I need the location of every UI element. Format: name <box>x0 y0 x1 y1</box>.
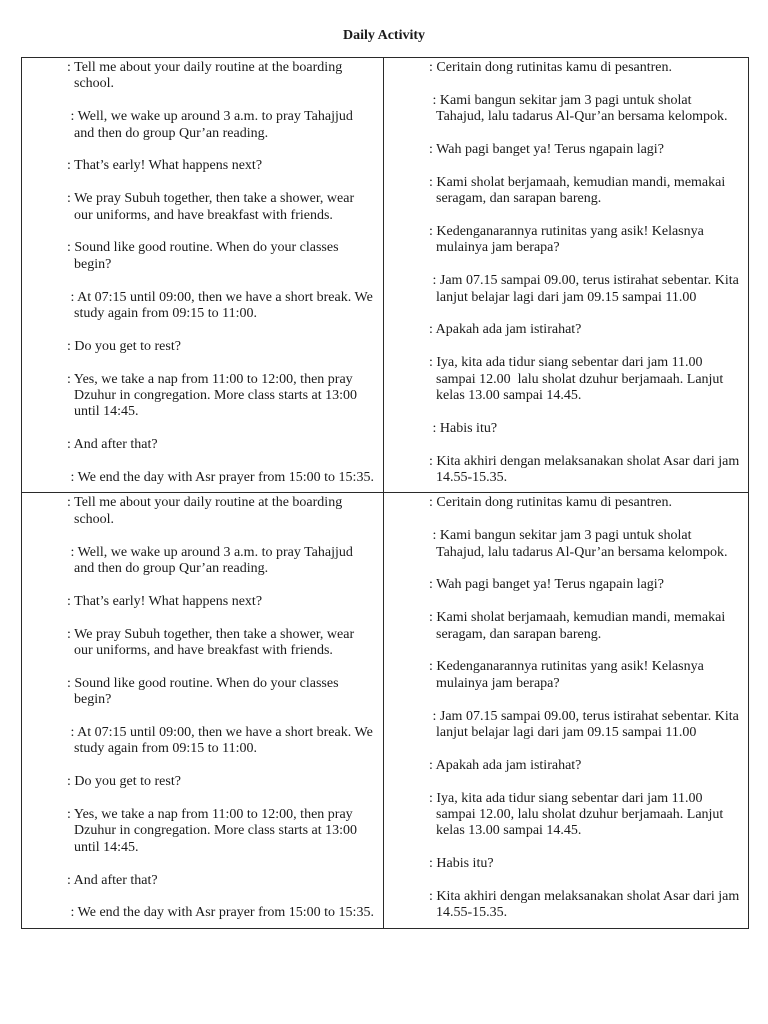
dialogue-line: : We pray Subuh together, then take a shower, wear our uniforms, and have breakfast with friends. <box>67 191 358 223</box>
dialogue-line: : Tell me about your daily routine at the boarding school. <box>67 60 346 92</box>
dialogue-line: : Wah pagi banget ya! Terus ngapain lagi? <box>429 577 664 593</box>
dialogue-line: : Kami sholat berjamaah, kemudian mandi, memakai seragam, dan sarapan bareng. <box>429 610 729 642</box>
dialogue-line: : Iya, kita ada tidur siang sebentar dari jam 11.00 sampai 12.00, lalu sholat dzuhur berjamaah. Lanjut kelas 13.00 sampai 14.45. <box>429 790 727 839</box>
dialogue-line: : Yes, we take a nap from 11:00 to 12:00, then pray Dzuhur in congregation. More class starts at 13:00 until 14:45. <box>67 371 361 420</box>
dialogue-line: : Jam 07.15 sampai 09.00, terus istirahat sebentar. Kita lanjut belajar lagi dari jam 09.15 sampai 11.00 <box>429 708 743 741</box>
dialogue-line: : Kita akhiri dengan melaksanakan sholat Asar dari jam 14.55-15.35. <box>429 889 743 921</box>
dialogue-line: : And after that? <box>67 872 158 888</box>
english-dialogue-cell <box>22 493 384 927</box>
dialogue-line: : Well, we wake up around 3 a.m. to pray Tahajjud and then do group Qur’an reading. <box>67 544 357 577</box>
dialogue-line: : We end the day with Asr prayer from 15:00 to 15:35. <box>67 905 374 921</box>
dialogue-line: : Apakah ada jam istirahat? <box>429 322 582 338</box>
dialogue-line: : Sound like good routine. When do your classes begin? <box>67 675 343 708</box>
dialogue-line: : Wah pagi banget ya! Terus ngapain lagi? <box>429 142 664 157</box>
dialogue-line: : Kami sholat berjamaah, kemudian mandi, memakai seragam, dan sarapan bareng. <box>429 174 729 207</box>
dialogue-line: : Sound like good routine. When do your classes begin? <box>67 240 343 272</box>
indonesian-dialogue-cell <box>384 493 748 927</box>
dialogue-line: : Iya, kita ada tidur siang sebentar dari jam 11.00 sampai 12.00 lalu sholat dzuhur berjamaah. Lanjut kelas 13.00 sampai 14.45. <box>429 355 727 404</box>
dialogue-line: : That’s early! What happens next? <box>67 158 263 174</box>
dialogue-line: : Kami bangun sekitar jam 3 pagi untuk sholat Tahajud, lalu tadarus Al-Qur’an bersama kelompok. <box>429 92 728 125</box>
indonesian-dialogue-cell <box>384 58 748 492</box>
table-row <box>22 492 748 927</box>
table-row <box>22 58 748 492</box>
dialogue-line: : We end the day with Asr prayer from 15:00 to 15:35. <box>67 470 374 486</box>
dialogue-line: : Kedenganarannya rutinitas yang asik! Kelasnya mulainya jam berapa? <box>429 659 708 691</box>
dialogue-line: : Habis itu? <box>429 856 494 872</box>
dialogue-line: : Yes, we take a nap from 11:00 to 12:00, then pray Dzuhur in congregation. More class starts at 13:00 until 14:45. <box>67 807 361 855</box>
dialogue-line: : Jam 07.15 sampai 09.00, terus istirahat sebentar. Kita lanjut belajar lagi dari jam 09.15 sampai 11.00 <box>429 273 743 305</box>
dialogue-line: : Apakah ada jam istirahat? <box>429 757 582 773</box>
dialogue-table <box>21 57 749 929</box>
dialogue-line: : At 07:15 until 09:00, then we have a short break. We study again from 09:15 to 11:00. <box>67 289 377 322</box>
english-dialogue-cell <box>22 58 384 492</box>
dialogue-line: : Ceritain dong rutinitas kamu di pesantren. <box>429 495 673 511</box>
dialogue-line: : Kami bangun sekitar jam 3 pagi untuk sholat Tahajud, lalu tadarus Al-Qur’an bersama kelompok. <box>429 528 728 560</box>
dialogue-line: : Do you get to rest? <box>67 338 181 354</box>
dialogue-line: : Habis itu? <box>429 420 498 436</box>
dialogue-line: : Tell me about your daily routine at the boarding school. <box>67 495 346 527</box>
dialogue-line: : And after that? <box>67 437 158 453</box>
dialogue-line: : Do you get to rest? <box>67 774 181 790</box>
dialogue-line: : We pray Subuh together, then take a shower, wear our uniforms, and have breakfast with friends. <box>67 626 358 659</box>
dialogue-line: : Ceritain dong rutinitas kamu di pesantren. <box>429 60 673 75</box>
document-title: Daily Activity <box>342 28 426 43</box>
dialogue-line: : Kedenganarannya rutinitas yang asik! Kelasnya mulainya jam berapa? <box>429 224 708 256</box>
dialogue-line: : At 07:15 until 09:00, then we have a short break. We study again from 09:15 to 11:00. <box>67 725 377 757</box>
dialogue-line: : That’s early! What happens next? <box>67 593 263 609</box>
dialogue-line: : Kita akhiri dengan melaksanakan sholat Asar dari jam 14.55-15.35. <box>429 453 743 486</box>
dialogue-line: : Well, we wake up around 3 a.m. to pray Tahajjud and then do group Qur’an reading. <box>67 109 357 141</box>
